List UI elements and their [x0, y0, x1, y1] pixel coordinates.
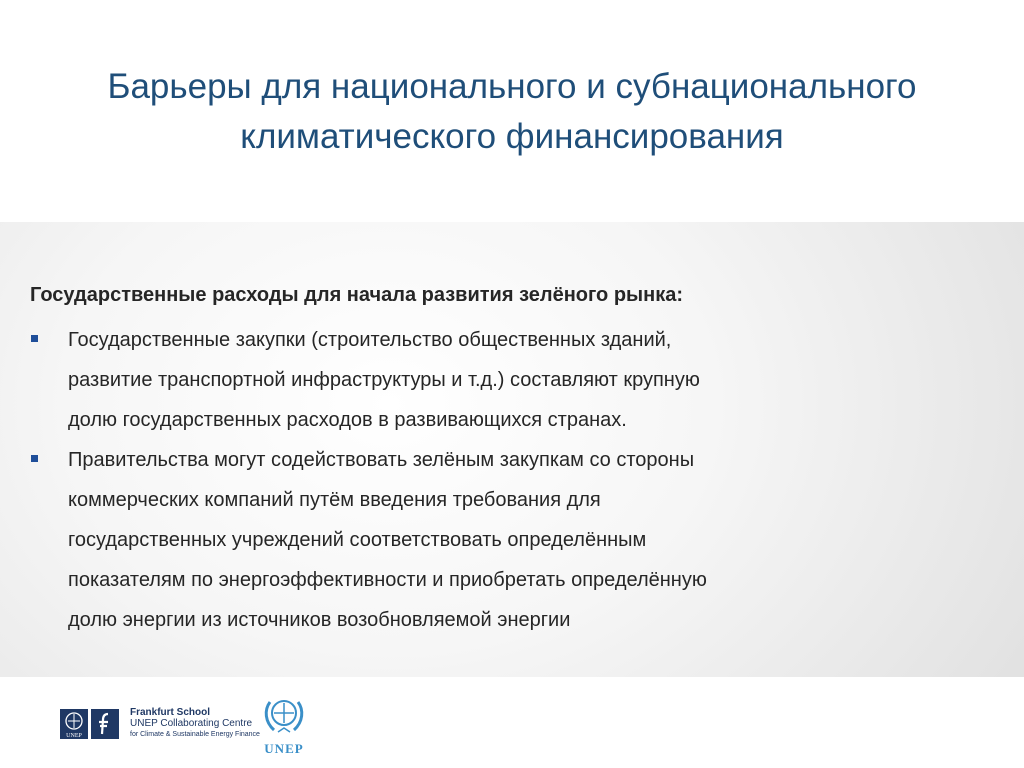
frankfurt-school-name: Frankfurt School [130, 707, 211, 718]
unep-wreath-icon [256, 690, 312, 738]
bullet-item [30, 320, 910, 440]
bullet-square-icon [31, 455, 38, 462]
bullet-2-line-2: коммерческих компаний путём введения требования для [68, 489, 601, 511]
bullet-2-line-5: долю энергии из источников возобновляемой энергии [68, 609, 571, 631]
bullet-item [30, 440, 910, 640]
bullet-2-line-4: показателям по энергоэффективности и приобретать определённую [68, 569, 707, 591]
slide-title-line-2: климатического финансирования [240, 117, 784, 156]
frankfurt-school-tagline: for Climate & Sustainable Energy Finance [130, 731, 260, 738]
bullet-list [30, 320, 910, 640]
bullet-2-line-3: государственных учреждений соответствовать определённым [68, 529, 647, 551]
unep-emblem-icon [60, 709, 88, 739]
frankfurt-school-logo [60, 707, 260, 740]
bullet-1-line-1: Государственные закупки (строительство общественных зданий, [68, 329, 672, 351]
frankfurt-school-text [130, 707, 260, 740]
unep-label: UNEP [264, 741, 304, 756]
frankfurt-school-f-icon [91, 709, 119, 739]
bullet-2-line-1: Правительства могут содействовать зелёным закупкам со стороны [68, 449, 695, 471]
bullet-square-icon [31, 335, 38, 342]
bullet-1-line-2: развитие транспортной инфраструктуры и т.д.) составляют крупную [68, 369, 700, 391]
slide-title [0, 62, 1024, 162]
svg-text:UNEP: UNEP [66, 732, 82, 739]
section-subheading: Государственные расходы для начала развития зелёного рынка: [30, 284, 683, 306]
bullet-1-line-3: долю государственных расходов в развивающихся странах. [68, 409, 627, 431]
unep-logo [256, 690, 312, 757]
slide-title-line-1: Барьеры для национального и субнационального [107, 67, 917, 106]
frankfurt-school-subtitle: UNEP Collaborating Centre [130, 718, 253, 729]
